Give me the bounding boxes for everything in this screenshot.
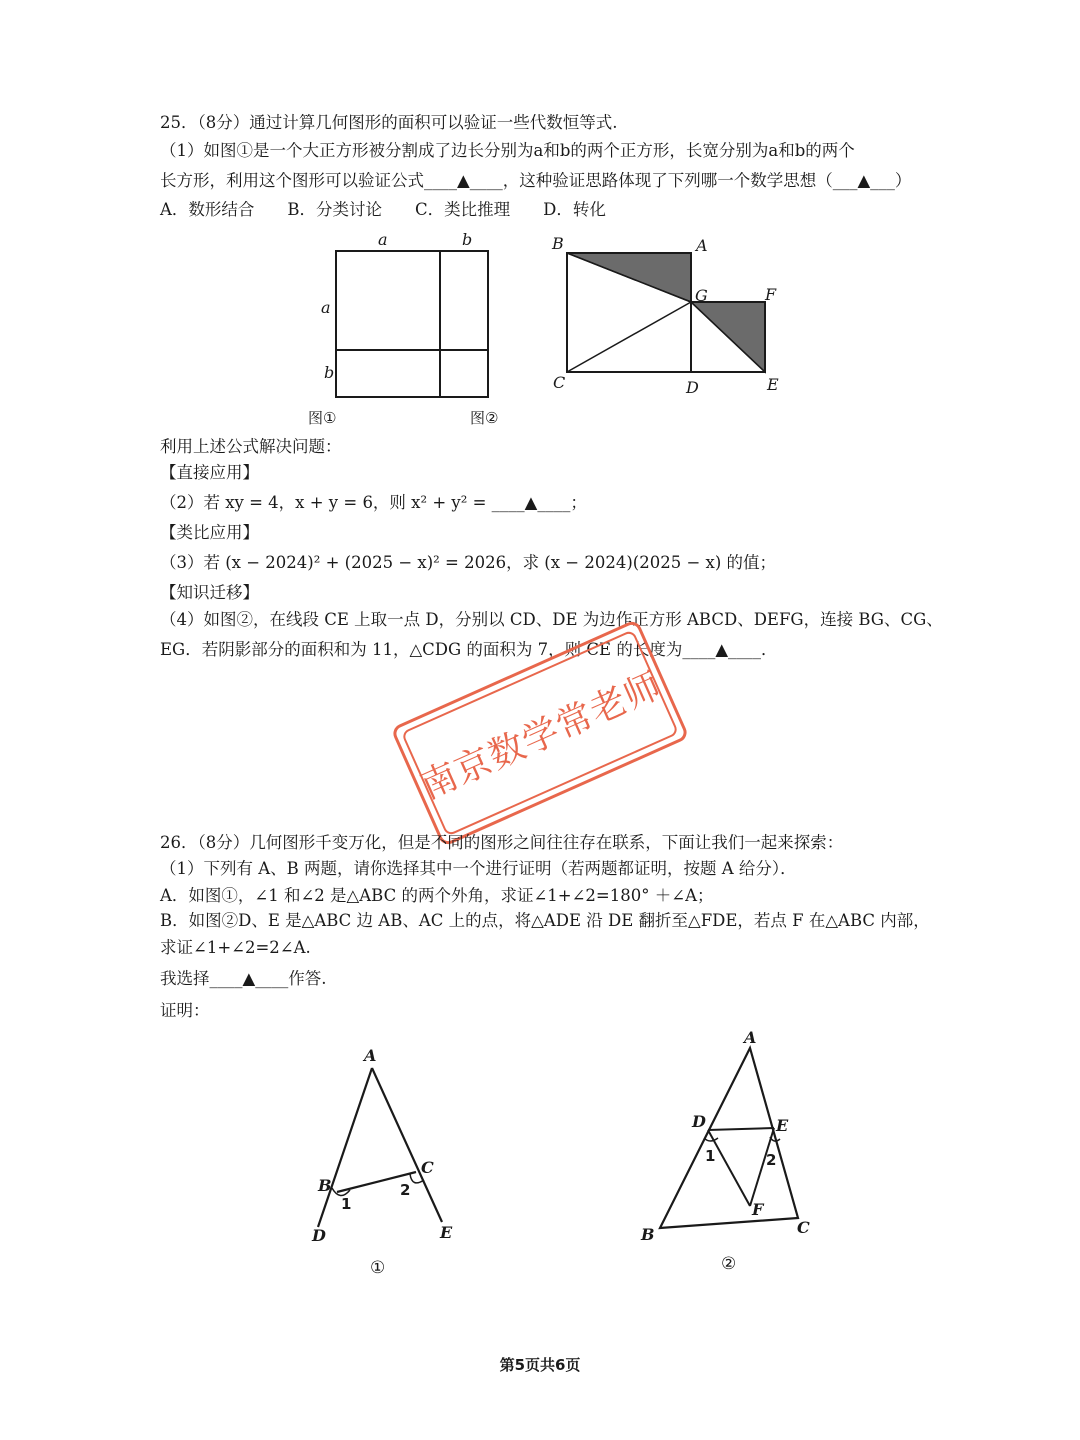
q26-figure-2: [650, 1040, 820, 1240]
fig2-point-E: E: [767, 375, 779, 394]
fig2-point-A: A: [696, 236, 708, 255]
q26-option-b-line1: B．如图②D、E 是△ABC 边 AB、AC 上的点，将△ADE 沿 DE 翻折至△FDE，若点 F 在△ABC 内部，: [160, 911, 930, 930]
q26-fig1-angle-2: 2: [400, 1181, 411, 1199]
q26-fig2-point-D: D: [692, 1112, 706, 1131]
q26-header: 26．（8分）几何图形千变万化，但是不同的图形之间往往存在联系，下面让我们一起来探索：: [160, 833, 844, 852]
q26-fig1-point-A: A: [364, 1046, 377, 1065]
q26-choose: 我选择____▲____作答.: [160, 969, 327, 988]
q25-use-formula: 利用上述公式解决问题：: [160, 437, 342, 456]
fig1-label-left-b: b: [324, 363, 335, 382]
fig1-label-left-a: a: [321, 298, 331, 317]
q26-option-b-line2: 求证∠1+∠2=2∠A.: [160, 938, 311, 957]
watermark-text: 南京数学常老师: [414, 664, 669, 808]
q26-fig1-point-C: C: [421, 1158, 434, 1177]
q25-options: A．数形结合 B．分类讨论 C．类比推理 D．转化: [160, 200, 606, 219]
q25-section-analogy: 【类比应用】: [160, 523, 259, 542]
q26-figure-1: [300, 1046, 480, 1250]
fig2-point-B: B: [552, 234, 564, 253]
q26-fig1-angle-1: 1: [341, 1195, 352, 1213]
fig2-point-D: D: [686, 378, 699, 397]
fig1-label-top-a: a: [378, 230, 388, 249]
q26-fig2-point-C: C: [797, 1218, 810, 1237]
q26-fig1-point-B: B: [318, 1176, 332, 1195]
q26-part1: （1）下列有 A、B 两题，请你选择其中一个进行证明（若两题都证明，按题 A 给分）．: [160, 859, 797, 878]
q25-header: 25．（8分）通过计算几何图形的面积可以验证一些代数恒等式.: [160, 113, 618, 132]
fig1-caption: 图①: [308, 409, 337, 427]
q26-fig2-point-B: B: [641, 1225, 655, 1244]
q26-fig2-point-A: A: [744, 1028, 757, 1047]
q25-part2: （2）若 xy = 4，x + y = 6，则 x² + y² = ____▲____；: [160, 493, 587, 512]
fig2-point-F: F: [765, 285, 777, 304]
fig1-label-top-b: b: [462, 230, 473, 249]
q26-fig1-point-D: D: [312, 1226, 326, 1245]
q26-fig2-point-E: E: [776, 1116, 789, 1135]
page-footer: 第5页共6页: [499, 1356, 581, 1374]
q25-part4-line2: EG．若阴影部分的面积和为 11，△CDG 的面积为 7，则 CE 的长度为____▲____．: [160, 640, 778, 659]
q26-fig2-angle-2: 2: [766, 1151, 777, 1169]
q25-section-transfer: 【知识迁移】: [160, 583, 259, 602]
q25-part4-line1: （4）如图②，在线段 CE 上取一点 D，分别以 CD、DE 为边作正方形 ABCD、DEFG，连接 BG、CG、: [160, 610, 943, 629]
fig2-point-C: C: [553, 373, 566, 392]
q25-part1-line1: （1）如图①是一个大正方形被分割成了边长分别为a和b的两个正方形，长宽分别为a和b的两个: [160, 141, 855, 160]
q26-option-a: A．如图①，∠1 和∠2 是△ABC 的两个外角，求证∠1+∠2=180° ＋∠A；: [160, 886, 714, 905]
q25-part3: （3）若 (x − 2024)² + (2025 − x)² = 2026，求 (x − 2024)(2025 − x) 的值；: [160, 553, 777, 572]
q25-figure-2: [565, 250, 775, 380]
q26-fig1-point-E: E: [440, 1223, 453, 1242]
fig2-caption: 图②: [470, 409, 499, 427]
q25-section-direct: 【直接应用】: [160, 463, 259, 482]
q25-part1-line2: 长方形，利用这个图形可以验证公式____▲____，这种验证思路体现了下列哪一个数学思想（___▲___）: [160, 171, 912, 190]
q26-fig1-caption: ①: [370, 1258, 386, 1278]
q26-fig2-point-F: F: [752, 1200, 764, 1219]
q26-fig2-caption: ②: [721, 1254, 737, 1274]
q26-proof: 证明：: [160, 1001, 210, 1020]
fig2-point-G: G: [695, 286, 708, 305]
q25-figure-1: [335, 250, 490, 400]
q26-fig2-angle-1: 1: [705, 1147, 716, 1165]
